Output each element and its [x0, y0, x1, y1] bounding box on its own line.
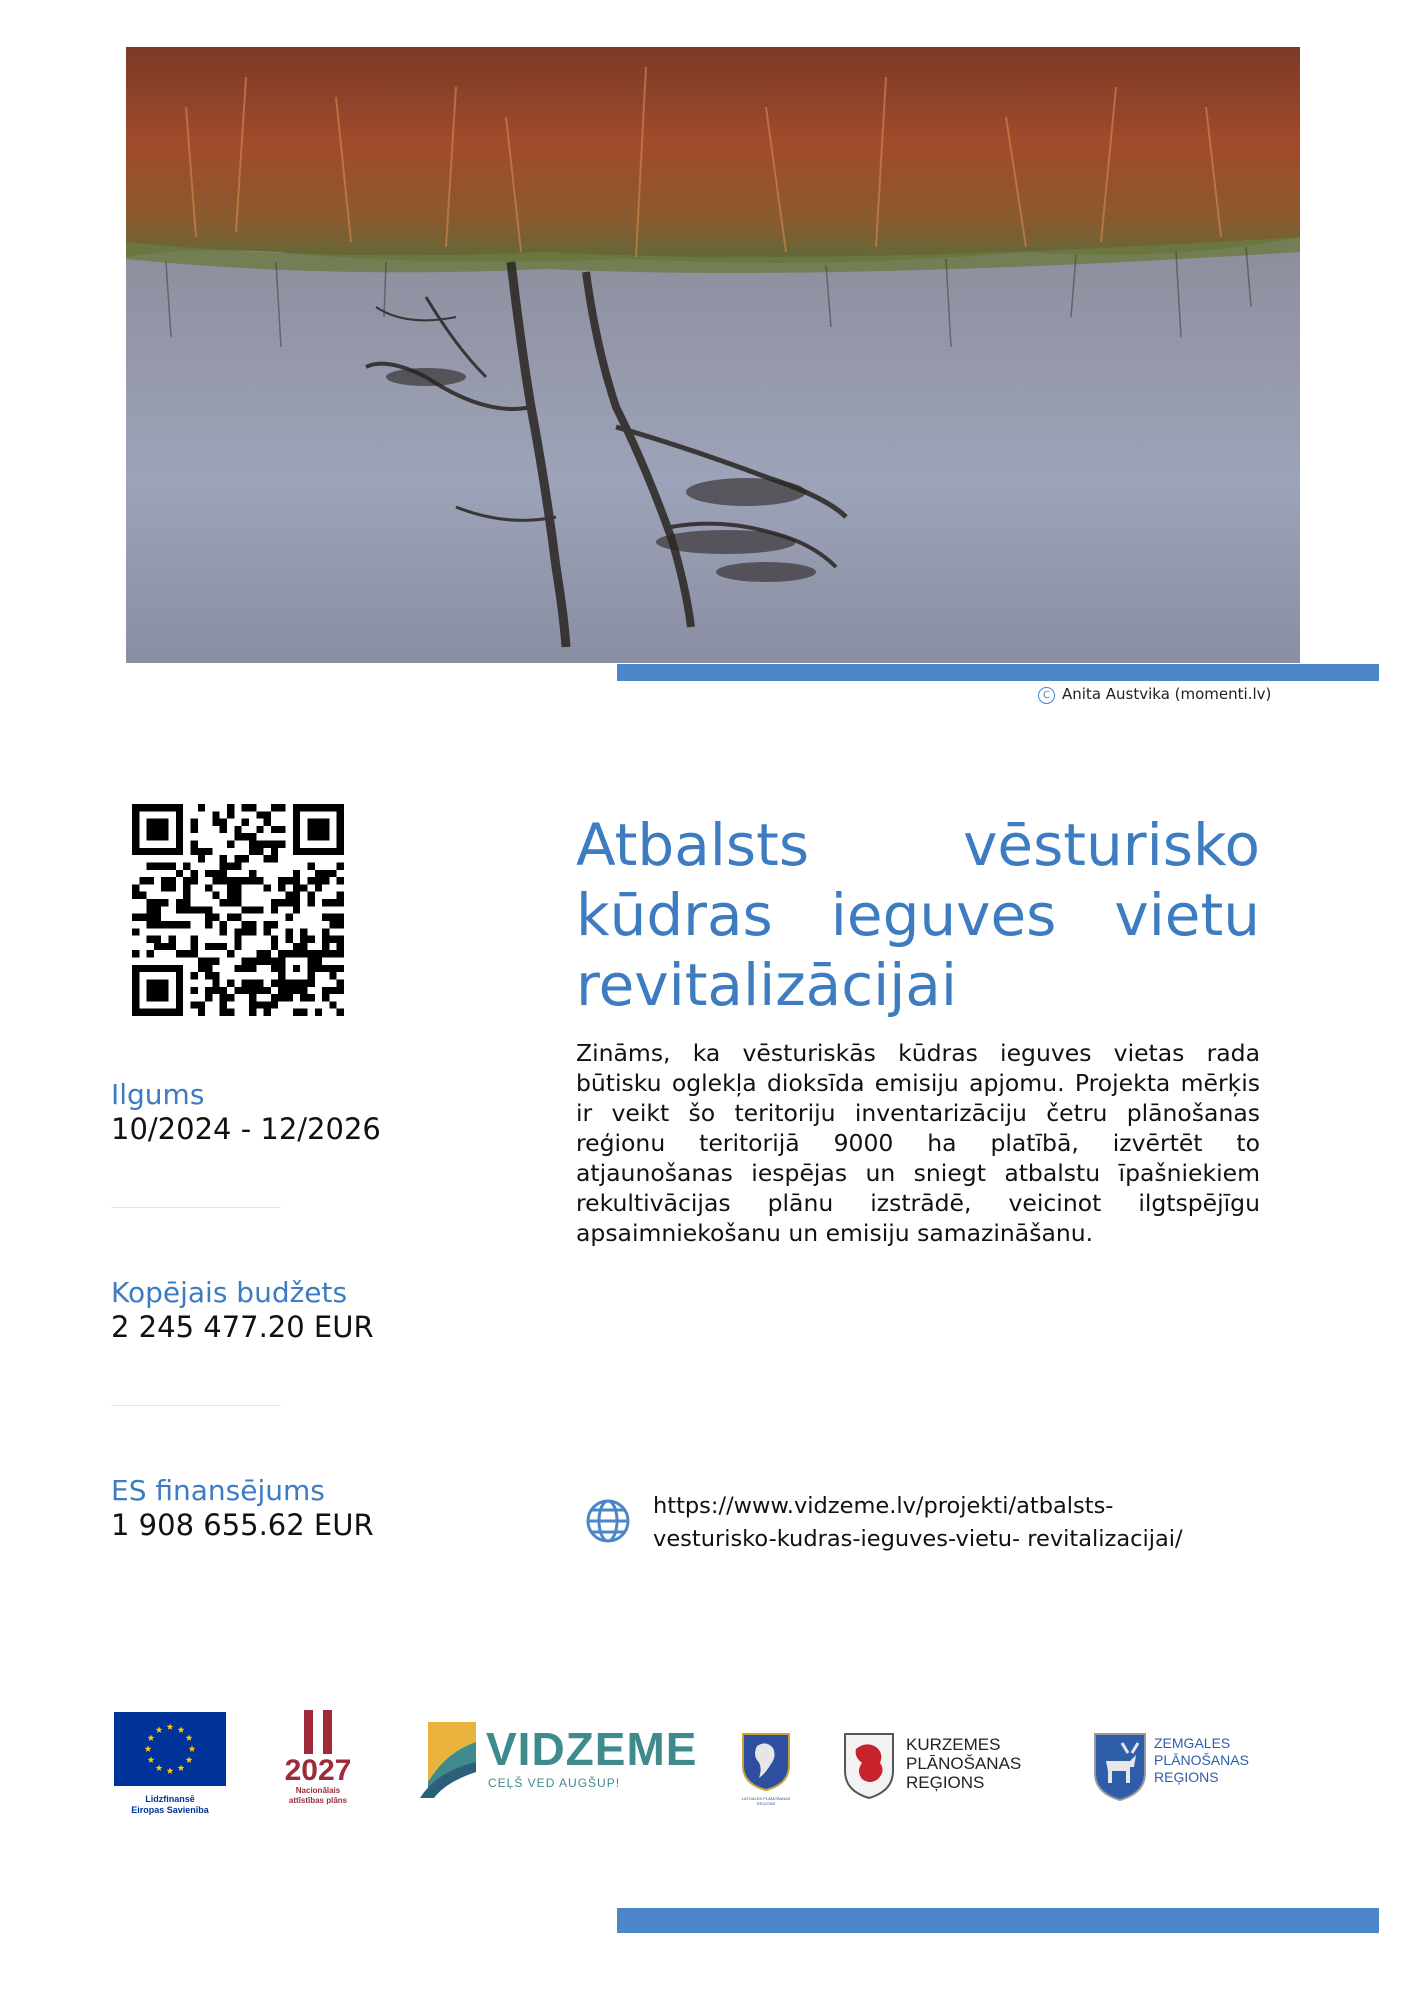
- nap-pillars-icon: [298, 1710, 338, 1754]
- divider: [111, 1207, 281, 1208]
- kurzeme-logo-text: REĢIONS: [906, 1773, 985, 1792]
- globe-icon: [584, 1497, 632, 1545]
- latgale-caption: LATGALES PLĀNOŠANAS REĢIONS: [741, 1796, 791, 1806]
- eu-flag-icon: [114, 1712, 226, 1786]
- zemgale-logo-text: PLĀNOŠANAS: [1154, 1752, 1249, 1768]
- kurzeme-logo-text: KURZEMES: [906, 1735, 1001, 1754]
- zemgale-logo: [1092, 1731, 1252, 1807]
- photo-credit-text: Anita Austvika (momenti.lv): [1062, 685, 1272, 703]
- kurzeme-logo-text: PLĀNOŠANAS: [906, 1754, 1022, 1773]
- eu-logo-text: Līdzfinansē: [145, 1794, 195, 1804]
- eu-logo: [114, 1712, 226, 1815]
- project-link[interactable]: [653, 1490, 1183, 1556]
- zemgale-logo-text: ZEMGALES: [1154, 1735, 1231, 1751]
- vidzeme-name: VIDZEME: [486, 1723, 698, 1775]
- duration-value: 10/2024 - 12/2026: [111, 1112, 381, 1146]
- zemgale-logo-text: REĢIONS: [1154, 1769, 1219, 1785]
- page-title: [576, 810, 1260, 1020]
- budget-label: Kopējais budžets: [111, 1276, 348, 1309]
- eu-funding-value: 1 908 655.62 EUR: [111, 1508, 374, 1542]
- divider: [111, 1405, 281, 1406]
- latgale-logo: [738, 1732, 794, 1808]
- accent-bar-bottom: [617, 1908, 1379, 1933]
- nap-logo-text: Nacionālais: [295, 1786, 341, 1795]
- project-description: Zināms, ka vēsturiskās kūdras ieguves vietas rada būtisku oglekļa dioksīda emisiju apjomu. Projekta mērķis ir veikt šo teritoriju inventarizāciju četru plānošanas reģionu teritorijā 9000 ha platībā, izvērtēt to atjaunošanas iespējas un sniegt atbalstu īpašniekiem rekultivācijas plānu izstrādē, veicinot ilgtspējīgu apsaimniekošanu un emisiju samazināšanu.: [576, 1039, 1260, 1247]
- accent-bar-top: [617, 664, 1379, 681]
- title-line: kūdras ieguves vietu: [576, 881, 1260, 949]
- zemgale-crest-icon: [1092, 1731, 1148, 1803]
- qr-code-icon: [132, 804, 344, 1016]
- copyright-icon: C: [1038, 687, 1055, 704]
- hero-photo: [126, 47, 1300, 663]
- project-link-line: https://www.vidzeme.lv/projekti/atbalsts-: [653, 1493, 1114, 1519]
- title-line: Atbalsts vēsturisko: [576, 811, 1260, 879]
- nap-logo-text: attīstības plāns: [288, 1796, 348, 1805]
- bog-reflection-image: [126, 47, 1300, 663]
- eu-funding-label: ES finansējums: [111, 1474, 325, 1507]
- kurzeme-crest-icon: [842, 1731, 896, 1801]
- budget-value: 2 245 477.20 EUR: [111, 1310, 374, 1344]
- photo-credit: [1038, 685, 1271, 704]
- qr-code[interactable]: [132, 804, 344, 1016]
- kurzeme-logo: [842, 1731, 1042, 1807]
- title-line: revitalizācijai: [576, 951, 957, 1019]
- project-link-line: vesturisko-kudras-ieguves-vietu- revitalizacijai/: [653, 1526, 1183, 1552]
- latgale-crest-icon: [741, 1732, 791, 1792]
- eu-logo-text: Eiropas Savienība: [131, 1805, 209, 1815]
- vidzeme-emblem-icon: [416, 1722, 476, 1798]
- nap-year: 2027: [284, 1754, 352, 1787]
- vidzeme-slogan: CEĻŠ VED AUGŠUP!: [488, 1776, 621, 1790]
- vidzeme-logo: [416, 1722, 698, 1802]
- nap-logo: [278, 1710, 358, 1820]
- duration-label: Ilgums: [111, 1078, 205, 1111]
